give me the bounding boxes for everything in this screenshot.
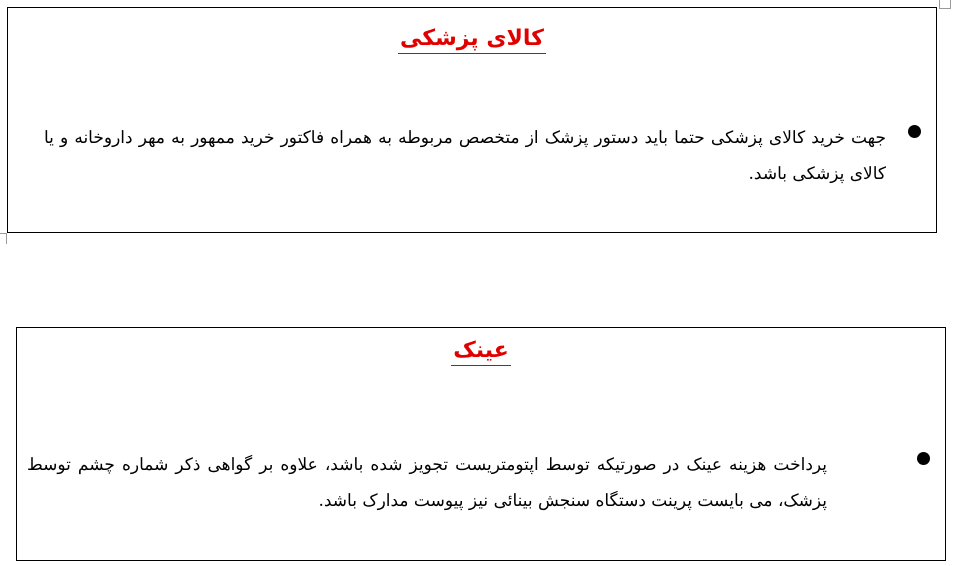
bullet-icon: [908, 125, 921, 138]
section-paragraph: جهت خرید کالای پزشکی حتما باید دستور پزشک از متخصص مربوطه به همراه فاکتور خرید ممهور به مهر داروخانه و یا کالای پزشکی باشد.: [44, 128, 886, 184]
section-eyeglasses: [16, 327, 946, 561]
bullet-icon: [917, 452, 930, 465]
section-title-text: کالای پزشکی: [398, 26, 546, 54]
section-title-text: عینک: [451, 338, 511, 366]
section-medical-supplies: [7, 7, 937, 233]
section-paragraph: پرداخت هزینه عینک در صورتیکه توسط اپتومتریست تجویز شده باشد، علاوه بر گواهی ذکر شماره چشم توسط پزشک، می بایست پرینت دستگاه سنجش بینائی نیز پیوست مدارک باشد.: [27, 455, 827, 511]
section-title: [8, 24, 936, 54]
page-marker: [939, 0, 951, 9]
section-title: [17, 336, 945, 366]
margin-marker: [0, 233, 7, 244]
